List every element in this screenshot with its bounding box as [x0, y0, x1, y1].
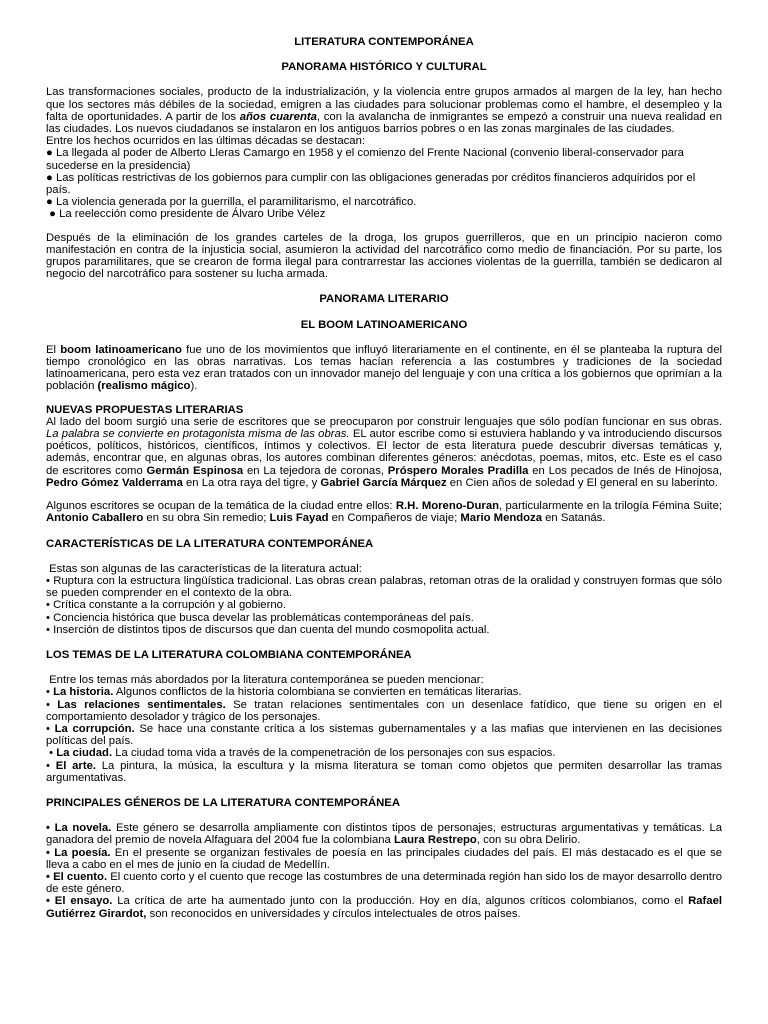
list-item: • El ensayo. La crítica de arte ha aumentado junto con la producción. Hoy en día, algunos críticos colombianos, como el Rafael Gutiérrez Girardot, son reconocidos en universidades y círculos intelectuales de otros países.	[46, 895, 722, 920]
heading-temas: LOS TEMAS DE LA LITERATURA COLOMBIANA CONTEMPORÁNEA	[46, 648, 412, 661]
list-item: • Conciencia histórica que busca develar las problemáticas contemporáneas del país.	[46, 611, 474, 624]
list-item: • Las relaciones sentimentales. Se tratan relaciones sentimentales con un desenlace fatídico, que tiene su origen en el comportamiento desolador y trágico de los personajes.	[46, 698, 722, 723]
document-page	[46, 36, 722, 920]
list-item: • La ciudad. La ciudad toma vida a través de la compenetración de los personajes con sus espacios.	[46, 747, 556, 760]
list-item: • El arte. La pintura, la música, la escultura y la misma literatura se toman como objetos que permiten desarrollar las tramas argumentativas.	[46, 759, 723, 784]
list-item: • La corrupción. Se hace una constante crítica a los sistemas gubernamentales y a las mafias que intervienen en las decisiones políticas del país.	[46, 722, 722, 748]
paragraph-intro: Las transformaciones sociales, producto de la industrialización, y la violencia entre grupos armados al margen de la ley, han hecho que los sectores más débiles de la sociedad, emigren a las ciudades para solucionar problemas como el hambre, el desempleo y la falta de oportunidades. A partir de los años cuarenta, con la avalancha de inmigrantes se empezó a construir una nueva realidad en las ciudades. Los nuevos ciudadanos se instalaron en los antiguos barrios pobres o en las zonas marginales de las ciudades.	[46, 86, 722, 136]
list-item: • Inserción de distintos tipos de discursos que dan cuenta del mundo cosmopolita actual.	[46, 623, 490, 636]
list-item: • La historia. Algunos conflictos de la historia colombiana se convierten en temáticas literarias.	[46, 686, 522, 699]
paragraph-ciudad-escritores: Algunos escritores se ocupan de la temática de la ciudad entre ellos: R.H. Moreno-Duran, particularmente en la trilogía Fémina Suite; Antonio Caballero en su obra Sin remedio; Luis Fayad en Compañeros de viaje; Mario Mendoza en Satanás.	[46, 500, 722, 525]
paragraph-nuevas-propuestas: Al lado del boom surgió una serie de escritores que se preocuparon por construir lenguajes que sólo podían funcionar en sus obras. La palabra se convierte en protagonista misma de las obras. EL autor escribe como si estuviera hablando y va introduciendo discursos poéticos, políticos, históricos, científicos, íntimos y colectivos. El lector de esta literatura puede descubrir diversas temáticas y, además, encontrar que, en algunas obras, los autores combinan diferentes géneros: anécdotas, poemas, mitos, etc. Este es el caso de escritores como Germán Espinosa en La tejedora de coronas, Próspero Morales Pradilla en Los pecados de Inés de Hinojosa, Pedro Gómez Valderrama en La otra raya del tigre, y Gabriel García Márquez en Cien años de soledad y El general en su laberinto.	[46, 415, 722, 489]
document-title: LITERATURA CONTEMPORÁNEA	[294, 36, 474, 48]
bullet-item: ● La llegada al poder de Alberto Lleras Camargo en 1958 y el comienzo del Frente Nacional (convenio liberal-conservador para sucederse en la presidencia)	[46, 147, 684, 172]
list-item: • Crítica constante a la corrupción y al gobierno.	[46, 599, 287, 612]
paragraph-lead: Entre los temas más abordados por la literatura contemporánea se pueden mencionar:	[46, 674, 484, 687]
bullet-item: ● Las políticas restrictivas de los gobiernos para cumplir con las obligaciones generadas por créditos financieros adquiridos por el país.	[46, 171, 696, 197]
heading-nuevas-propuestas: NUEVAS PROPUESTAS LITERARIAS	[46, 403, 244, 416]
heading-boom: EL BOOM LATINOAMERICANO	[300, 318, 468, 331]
paragraph-narcotrafico: Después de la eliminación de los grandes carteles de la droga, los grupos guerrilleros, que en un principio nacieron como manifestación en contra de la injusticia social, asumieron la actividad del narcotráfico como medio de financiación. Por su parte, los grupos paramilitares, que se crearon de forma ilegal para contrarrestar las acciones violentas de la guerrilla, también se dedicaron al negocio del narcotráfico para sostener su lucha armada.	[46, 231, 722, 281]
paragraph-lead: Estas son algunas de las características de la literatura actual:	[46, 562, 362, 575]
heading-panorama-historico: PANORAMA HISTÓRICO Y CULTURAL	[281, 61, 487, 74]
heading-generos: PRINCIPALES GÉNEROS DE LA LITERATURA CONTEMPORÁNEA	[46, 796, 400, 809]
list-item: • El cuento. El cuento corto y el cuento que recoge las costumbres de una determinada región han sido los de mayor desarrollo dentro de este género.	[46, 870, 722, 896]
list-item: • Ruptura con la estructura lingüística tradicional. Las obras crean palabras, retoman otras de la oralidad y construyen formas que sólo se pueden comprender en el contexto de la obra.	[46, 574, 722, 600]
list-item: • La poesía. En el presente se organizan festivales de poesía en las principales ciudades del país. El más destacado es el que se lleva a cabo en el mes de junio en la ciudad de Medellín.	[46, 846, 722, 871]
heading-caracteristicas: CARACTERÍSTICAS DE LA LITERATURA CONTEMPORÁNEA	[46, 537, 374, 550]
bullet-item: ● La violencia generada por la guerrilla, el paramilitarismo, el narcotráfico.	[46, 196, 417, 209]
paragraph-boom: El boom latinoamericano fue uno de los movimientos que influyó literariamente en el continente, en él se planteaba la ruptura del tiempo cronológico en las obras narrativas. Los temas hacían referencia a las costumbres y tradiciones de la sociedad latinoamericana, pero esta vez eran tratados con un innovador manejo del lenguaje y con una crítica a los gobiernos que oprimían a la población (realismo mágico).	[46, 343, 722, 393]
heading-panorama-literario: PANORAMA LITERARIO	[319, 293, 449, 306]
list-item: • La novela. Este género se desarrolla ampliamente con distintos tipos de personajes, estructuras argumentativas y temáticas. La ganadora del premio de novela Alfaguara del 2004 fue la colombiana Laura Restrepo, con su obra Delirio.	[46, 822, 723, 847]
paragraph-lead: Entre los hechos ocurridos en las últimas décadas se destacan:	[46, 135, 365, 148]
bullet-item: ● La reelección como presidente de Álvaro Uribe Vélez	[46, 208, 326, 221]
